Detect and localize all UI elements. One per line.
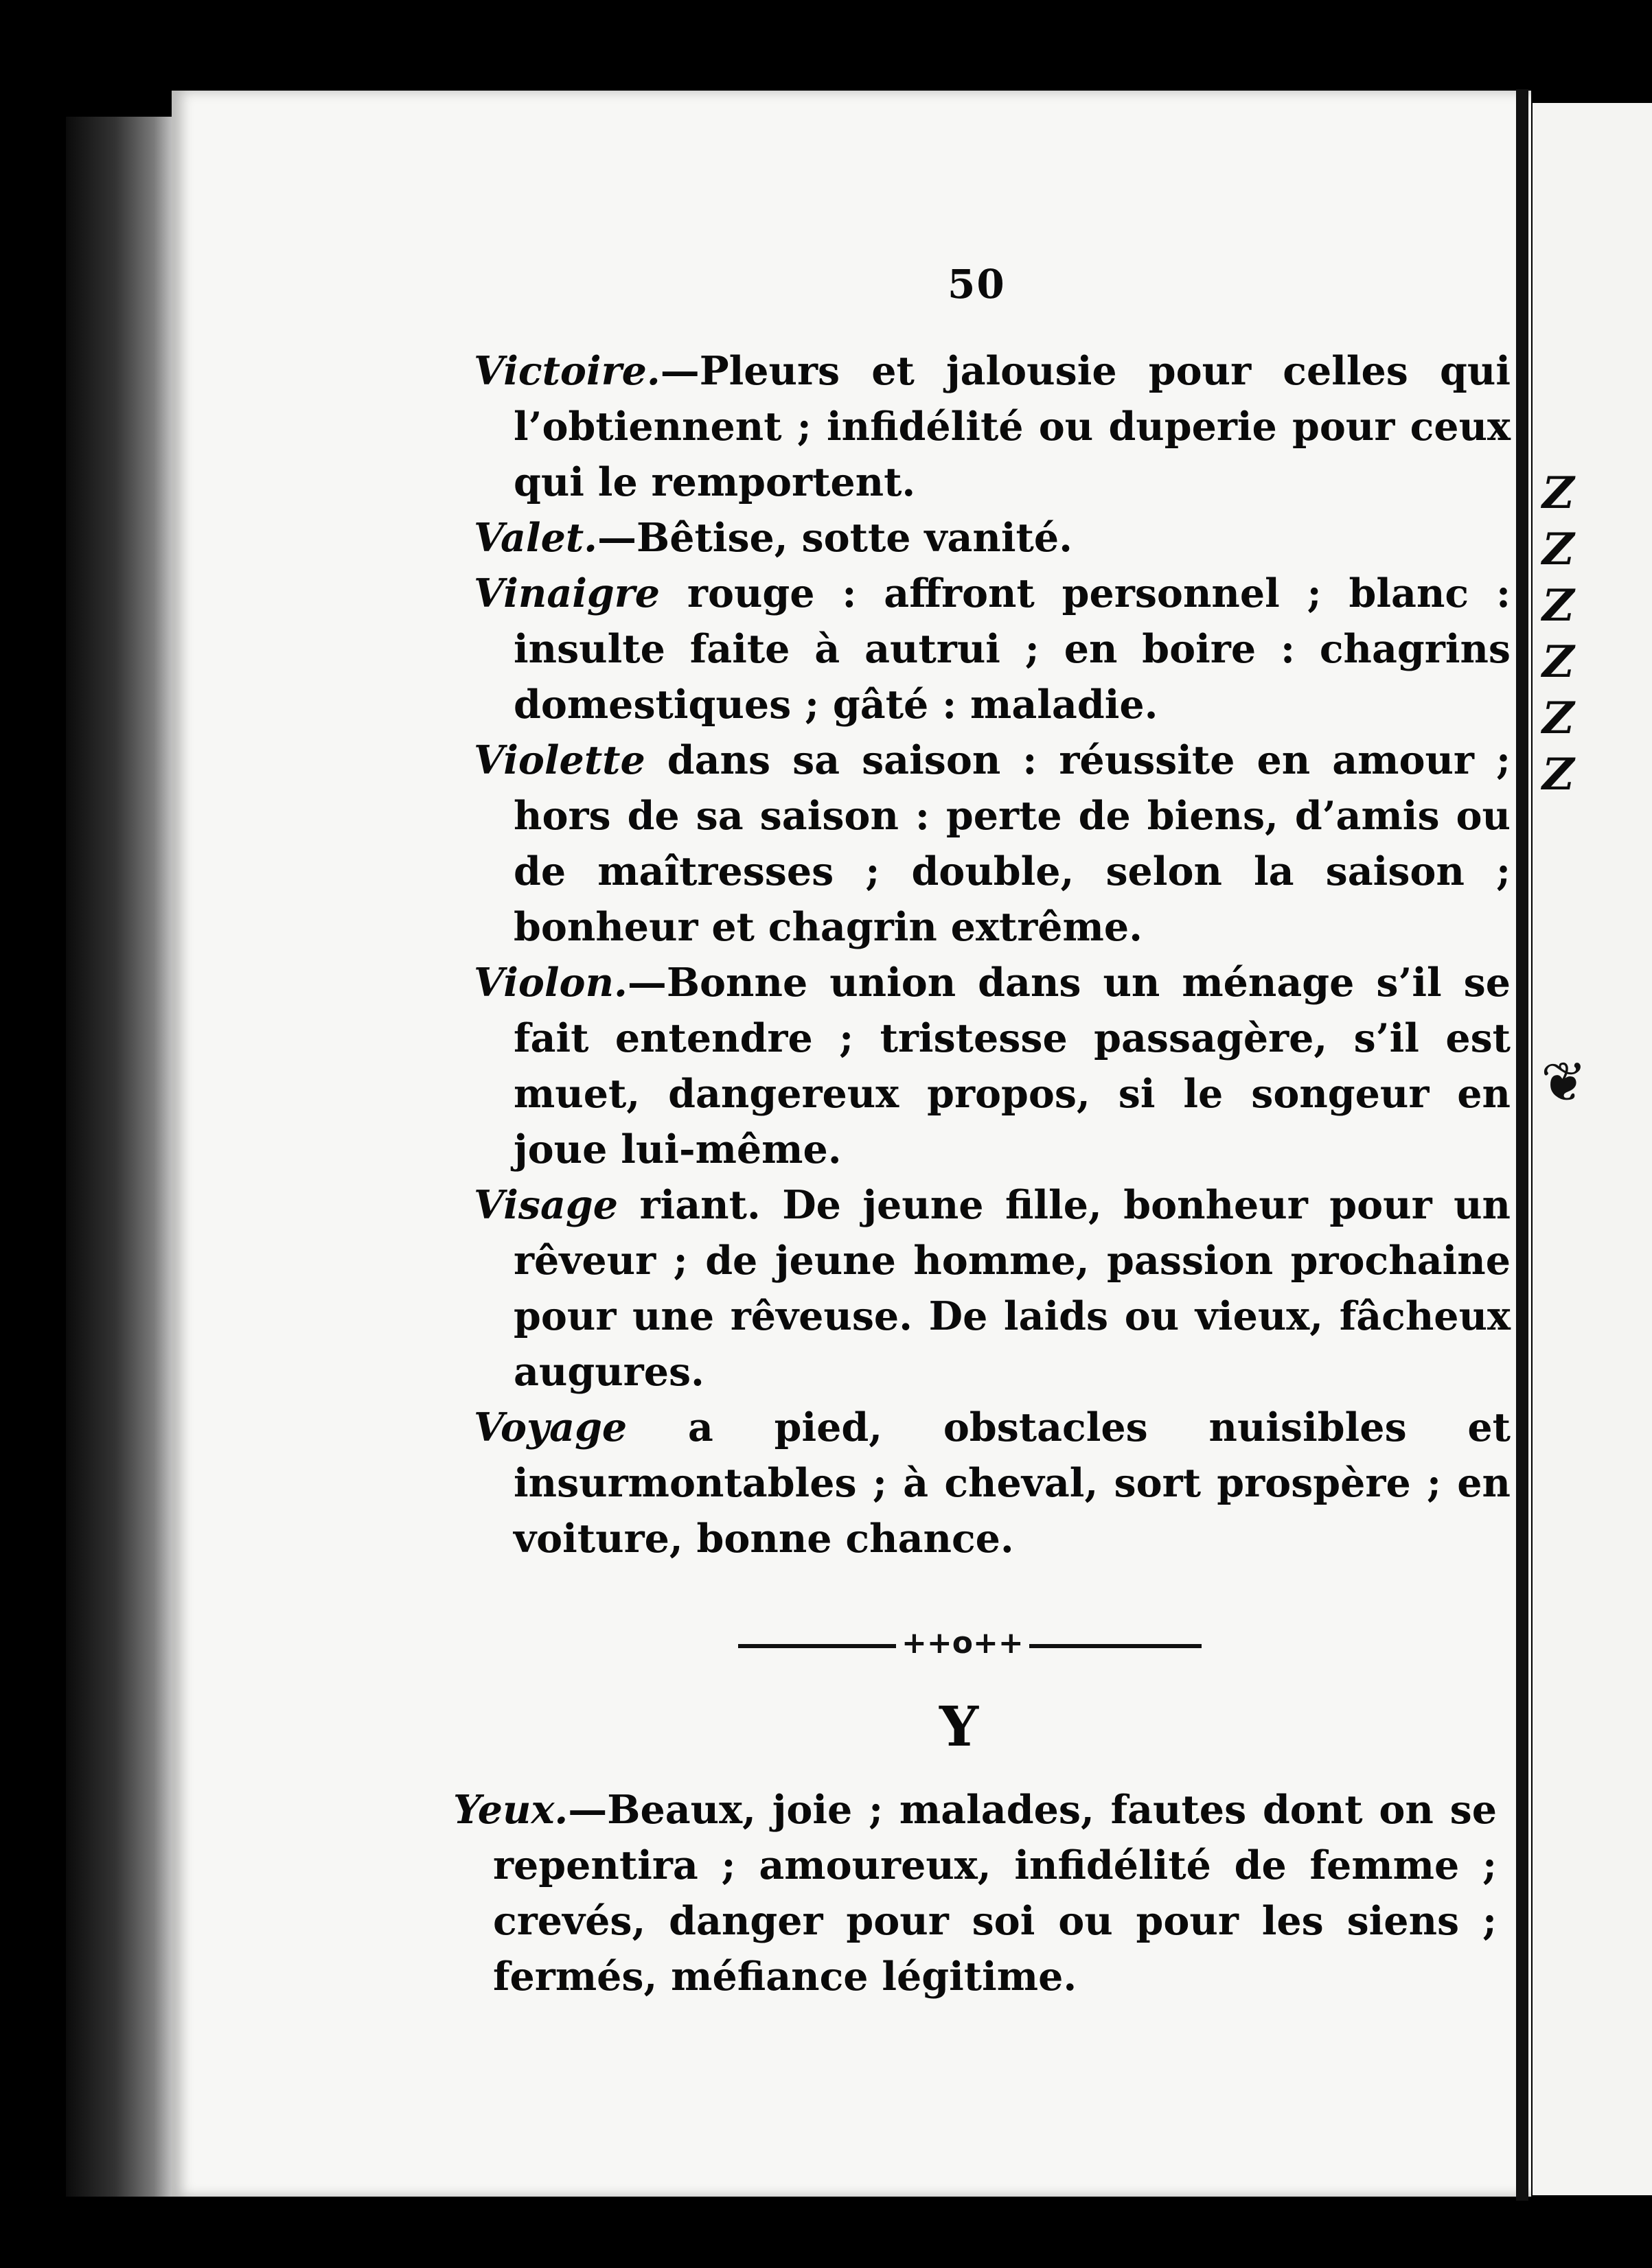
entry-violon bbox=[474, 955, 1511, 1177]
page-number: 50 bbox=[948, 261, 1006, 308]
page-gutter bbox=[1516, 89, 1528, 2201]
entry-valet bbox=[474, 510, 1511, 566]
entry-text: dans sa saison : réussite en amour ; hors de sa saison : perte de biens, d’amis ou de maîtresses ; double, selon la saison ; bonheur et chagrin extrême. bbox=[514, 737, 1511, 950]
entry-victoire bbox=[474, 343, 1511, 510]
entry-vinaigre bbox=[474, 566, 1511, 732]
dictionary-entries-y bbox=[453, 1782, 1497, 2004]
entry-violette bbox=[474, 732, 1511, 955]
entry-yeux bbox=[453, 1782, 1497, 2004]
entry-head: Valet. bbox=[474, 515, 598, 561]
entry-voyage bbox=[474, 1400, 1511, 1566]
entry-text: —Pleurs et jalousie pour celles qui l’obtiennent ; infidélité ou duperie pour ceux qui le remportent. bbox=[514, 348, 1511, 505]
adjacent-page bbox=[1533, 103, 1652, 2195]
entry-visage bbox=[474, 1177, 1511, 1400]
fleuron-icon: ❦ bbox=[1541, 1050, 1587, 1114]
adjacent-letter: Z bbox=[1542, 693, 1574, 744]
adjacent-letter: Z bbox=[1542, 524, 1574, 575]
entry-head: Violette bbox=[474, 737, 645, 783]
dictionary-entries bbox=[474, 343, 1511, 1566]
entry-text: —Beaux, joie ; malades, fautes dont on se repentira ; amoureux, infidélité de femme ; crevés, danger pour soi ou pour les siens ; fermés, méfiance légitime. bbox=[493, 1787, 1497, 2000]
entry-head: Visage bbox=[474, 1182, 619, 1228]
section-letter: Y bbox=[939, 1694, 979, 1759]
entry-head: Victoire. bbox=[474, 348, 661, 394]
entry-head: Voyage bbox=[474, 1404, 628, 1450]
entry-head: Vinaigre bbox=[474, 570, 661, 616]
entry-text: rouge : affront personnel ; blanc : insulte faite à autrui ; en boire : chagrins domestiques ; gâté : maladie. bbox=[514, 570, 1511, 728]
entry-text: —Bêtise, sotte vanité. bbox=[597, 515, 1072, 561]
entry-head: Yeux. bbox=[453, 1787, 569, 1833]
adjacent-letter: Z bbox=[1542, 749, 1574, 800]
book-binding bbox=[66, 117, 176, 2197]
entry-text: riant. De jeune fille, bonheur pour un rêveur ; de jeune homme, passion prochaine pour une rêveuse. De laids ou vieux, fâcheux augures. bbox=[514, 1182, 1511, 1395]
divider-ornament: ++o++ bbox=[896, 1625, 1029, 1660]
adjacent-letter: Z bbox=[1542, 467, 1574, 519]
adjacent-letter: Z bbox=[1542, 636, 1574, 688]
adjacent-page-letters bbox=[1542, 465, 1574, 803]
entry-head: Violon. bbox=[474, 960, 628, 1006]
entry-text: —Bonne union dans un ménage s’il se fait entendre ; tristesse passagère, s’il est muet, dangereux propos, si le songeur en joue lui-même. bbox=[514, 960, 1511, 1172]
entry-text: a pied, obstacles nuisibles et insurmontables ; à cheval, sort prospère ; en voiture, bonne chance. bbox=[514, 1404, 1511, 1562]
adjacent-letter: Z bbox=[1542, 580, 1574, 632]
